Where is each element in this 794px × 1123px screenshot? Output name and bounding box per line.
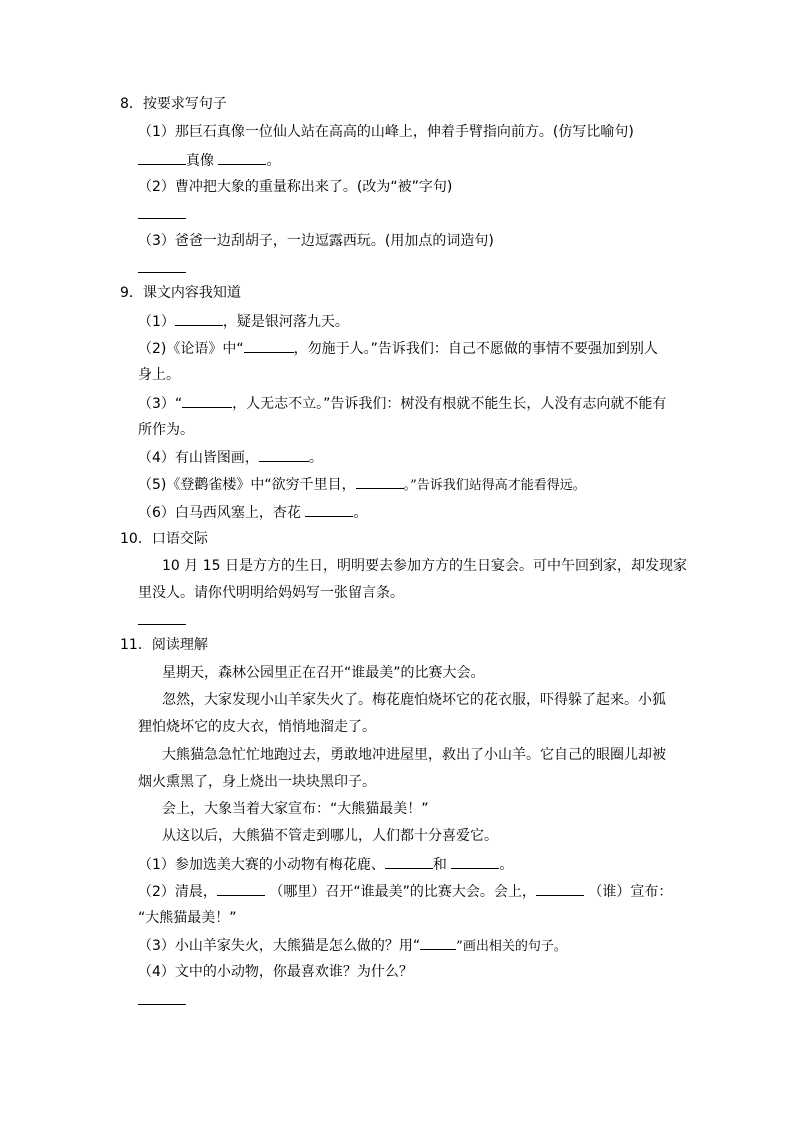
q10-prompt: 10 月 15 日是方方的生日，明明要去参加方方的生日宴会。可中午回到家，却发现家	[162, 558, 687, 574]
q8-item-3: （3）爸爸一边刮胡子，一边逗露西玩。(用加点的词造句)	[138, 233, 494, 249]
q9-item-1	[138, 311, 349, 332]
item-text: （哪里）召开“谁最美”的比赛大会。会上，	[264, 884, 536, 900]
passage-paragraph-continued: 狸怕烧坏它的皮大衣，悄悄地溜走了。	[138, 719, 376, 735]
item-text: 。	[499, 857, 514, 873]
answer-blank[interactable]	[182, 393, 232, 408]
question-9-title: 9．课文内容我知道	[120, 285, 241, 301]
item-text: （2)《论语》中“	[138, 341, 244, 357]
passage-paragraph: 会上，大象当着大家宣布：“大熊猫最美！”	[162, 801, 429, 817]
answer-blank[interactable]	[244, 338, 294, 353]
item-text: （2）清晨，	[138, 884, 217, 900]
answer-blank[interactable]	[218, 150, 266, 165]
passage-paragraph: 忽然，大家发现小山羊家失火了。梅花鹿怕烧坏它的花衣服，吓得躲了起来。小狐	[162, 692, 666, 708]
item-text: （4）有山皆图画，	[138, 450, 259, 466]
answer-blank[interactable]	[175, 311, 223, 326]
item-text: （1）参加选美大赛的小动物有梅花鹿、	[138, 857, 385, 873]
q10-prompt-continued: 里没人。请你代明明给妈妈写一张留言条。	[138, 585, 404, 601]
answer-blank[interactable]	[138, 1004, 186, 1005]
answer-text: 真像	[186, 153, 214, 169]
q8-item-1-answer	[138, 150, 280, 171]
item-text: （6）白马西风塞上，杏花	[138, 505, 306, 521]
q8-item-2: （2）曹冲把大象的重量称出来了。(改为“被”字句)	[138, 179, 453, 195]
item-text: （1）	[138, 314, 175, 330]
q11-item-2-continued: “大熊猫最美！”	[138, 910, 237, 926]
item-text: 。	[308, 450, 323, 466]
item-text: （3）“	[138, 396, 183, 412]
passage-paragraph: 星期天，森林公园里正在召开“谁最美”的比赛大会。	[162, 665, 485, 681]
question-8-title: 8．按要求写句子	[120, 96, 227, 112]
q9-item-3	[138, 393, 666, 414]
q9-item-3-continued: 所作为。	[138, 422, 194, 438]
q11-item-4: （4）文中的小动物，你最喜欢谁？为什么？	[138, 964, 413, 980]
q9-item-5	[138, 474, 586, 496]
passage-paragraph: 从这以后，大熊猫不管走到哪儿，人们都十分喜爱它。	[162, 828, 498, 844]
passage-paragraph-continued: 烟火熏黑了，身上烧出一块块黑印子。	[138, 774, 376, 790]
q9-item-2	[138, 338, 658, 359]
q11-item-3	[138, 935, 567, 957]
item-text: 。”告诉我们站得高才能看得远。	[403, 478, 586, 493]
q11-item-1	[138, 854, 513, 875]
question-11-title: 11．阅读理解	[120, 637, 208, 653]
item-text: 和	[432, 857, 452, 873]
item-text: ”画出相关的句子。	[456, 939, 567, 954]
answer-blank[interactable]	[451, 854, 499, 869]
answer-blank[interactable]	[138, 272, 186, 273]
answer-blank[interactable]	[217, 881, 265, 896]
passage-paragraph: 大熊猫急急忙忙地跑过去，勇敢地冲进屋里，救出了小山羊。它自己的眼圈儿却被	[162, 747, 666, 763]
item-text: ，人无志不立。”告诉我们：树没有根就不能生长，人没有志向就不能有	[232, 396, 667, 412]
answer-blank[interactable]	[138, 150, 186, 165]
question-10-title: 10．口语交际	[120, 531, 208, 547]
q9-item-4	[138, 447, 323, 468]
q9-item-6	[138, 502, 367, 523]
item-text: 。	[353, 505, 368, 521]
item-text: ，勿施于人。”告诉我们：自己不愿做的事情不要强加到别人	[293, 341, 658, 357]
answer-blank[interactable]	[305, 502, 353, 517]
answer-blank[interactable]	[536, 881, 584, 896]
answer-blank[interactable]	[138, 218, 186, 219]
q9-item-2-continued: 身上。	[138, 367, 180, 383]
answer-blank[interactable]	[259, 447, 309, 462]
answer-blank[interactable]	[138, 624, 186, 625]
q8-item-1: （1）那巨石真像一位仙人站在高高的山峰上，伸着手臂指向前方。(仿写比喻句)	[138, 124, 634, 140]
answer-blank[interactable]	[356, 474, 404, 489]
item-text: （5)《登鹳雀楼》中“欲穷千里目，	[138, 477, 356, 493]
item-text: ，疑是银河落九天。	[222, 314, 349, 330]
item-text: （3）小山羊家失火，大熊猫是怎么做的？用“	[138, 938, 421, 954]
answer-text: 。	[266, 153, 281, 169]
answer-blank[interactable]	[385, 854, 433, 869]
item-text: （谁）宣布：	[583, 884, 673, 900]
q11-item-2	[138, 881, 672, 902]
answer-blank[interactable]	[420, 935, 456, 950]
